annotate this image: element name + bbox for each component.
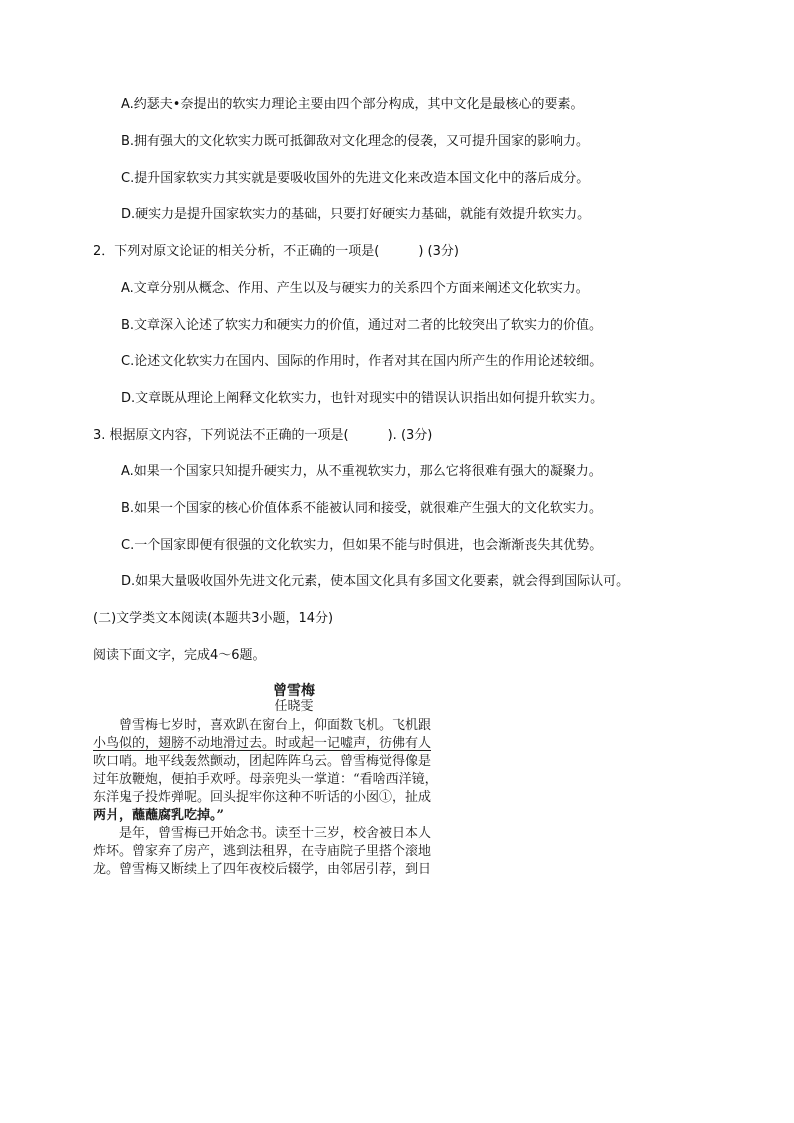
passage-line: 是年，曾雪梅已开始念书。读至十三岁，校舍被日本人 (119, 826, 432, 841)
passage-line: 东洋鬼子投炸弹呢。回头捉牢你这种不听话的小囡①，扯成 (93, 790, 432, 805)
q3-option-b: B.如果一个国家的核心价值体系不能被认同和接受，就很难产生强大的文化软实力。 (121, 501, 603, 516)
passage-line: 小鸟似的，翅膀不动地滑过去。时或起一记嘘声，彷佛有人 (93, 736, 432, 751)
q1-option-c: C.提升国家软实力其实就是要吸收国外的先进文化来改造本国文化中的落后成分。 (121, 171, 590, 186)
passage-title: 曾雪梅 (273, 683, 315, 699)
q3-stem: 3. 根据原文内容，下列说法不正确的一项是( ). (3分) (93, 428, 433, 443)
q1-option-a: A.约瑟夫•奈提出的软实力理论主要由四个部分构成，其中文化是最核心的要素。 (121, 97, 584, 112)
q1-option-b: B.拥有强大的文化软实力既可抵御敌对文化理念的侵袭，又可提升国家的影响力。 (121, 134, 590, 149)
q2-option-a: A.文章分别从概念、作用、产生以及与硬实力的关系四个方面来阐述文化软实力。 (121, 281, 589, 296)
q2-option-b: B.文章深入论述了软实力和硬实力的价值，通过对二者的比较突出了软实力的价值。 (121, 318, 603, 333)
passage-line: 龙。曾雪梅又断续上了四年夜校后辍学，由邻居引荐，到日 (93, 862, 432, 877)
passage-line: 两爿，蘸蘸腐乳吃掉。” (93, 808, 224, 823)
q2-option-c: C.论述文化软实力在国内、国际的作用时，作者对其在国内所产生的作用论述较细。 (121, 354, 603, 369)
passage-line: 曾雪梅七岁时，喜欢趴在窗台上，仰面数飞机。飞机跟 (119, 718, 432, 733)
passage-line: 炸坏。曾家弃了房产，逃到法租界，在寺庙院子里搭个滚地 (93, 844, 432, 859)
q3-option-a: A.如果一个国家只知提升硬实力，从不重视软实力，那么它将很难有强大的凝聚力。 (121, 464, 602, 479)
passage-line: 吹口哨。地平线轰然颤动，团起阵阵乌云。曾雪梅觉得像是 (93, 754, 432, 769)
q2-option-d: D.文章既从理论上阐释文化软实力，也针对现实中的错误认识指出如何提升软实力。 (121, 391, 604, 406)
q1-option-d: D.硬实力是提升国家软实力的基础，只要打好硬实力基础，就能有效提升软实力。 (121, 207, 591, 222)
q2-stem: 2．下列对原文论证的相关分析，不正确的一项是( ) (3分) (93, 244, 459, 259)
q3-option-d: D.如果大量吸收国外先进文化元素，使本国文化具有多国文化要素，就会得到国际认可。 (121, 574, 630, 589)
passage-author: 任晓雯 (274, 699, 314, 714)
q3-option-c: C.一个国家即便有很强的文化软实力，但如果不能与时俱进，也会渐渐丧失其优势。 (121, 538, 603, 553)
section-heading: (二)文学类文本阅读(本题共3小题，14分) (93, 611, 334, 626)
passage-line: 过年放鞭炮，便拍手欢呼。母亲兜头一掌道：“看啥西洋镜， (93, 772, 438, 787)
reading-instruction: 阅读下面文字，完成4～6题。 (93, 648, 266, 663)
